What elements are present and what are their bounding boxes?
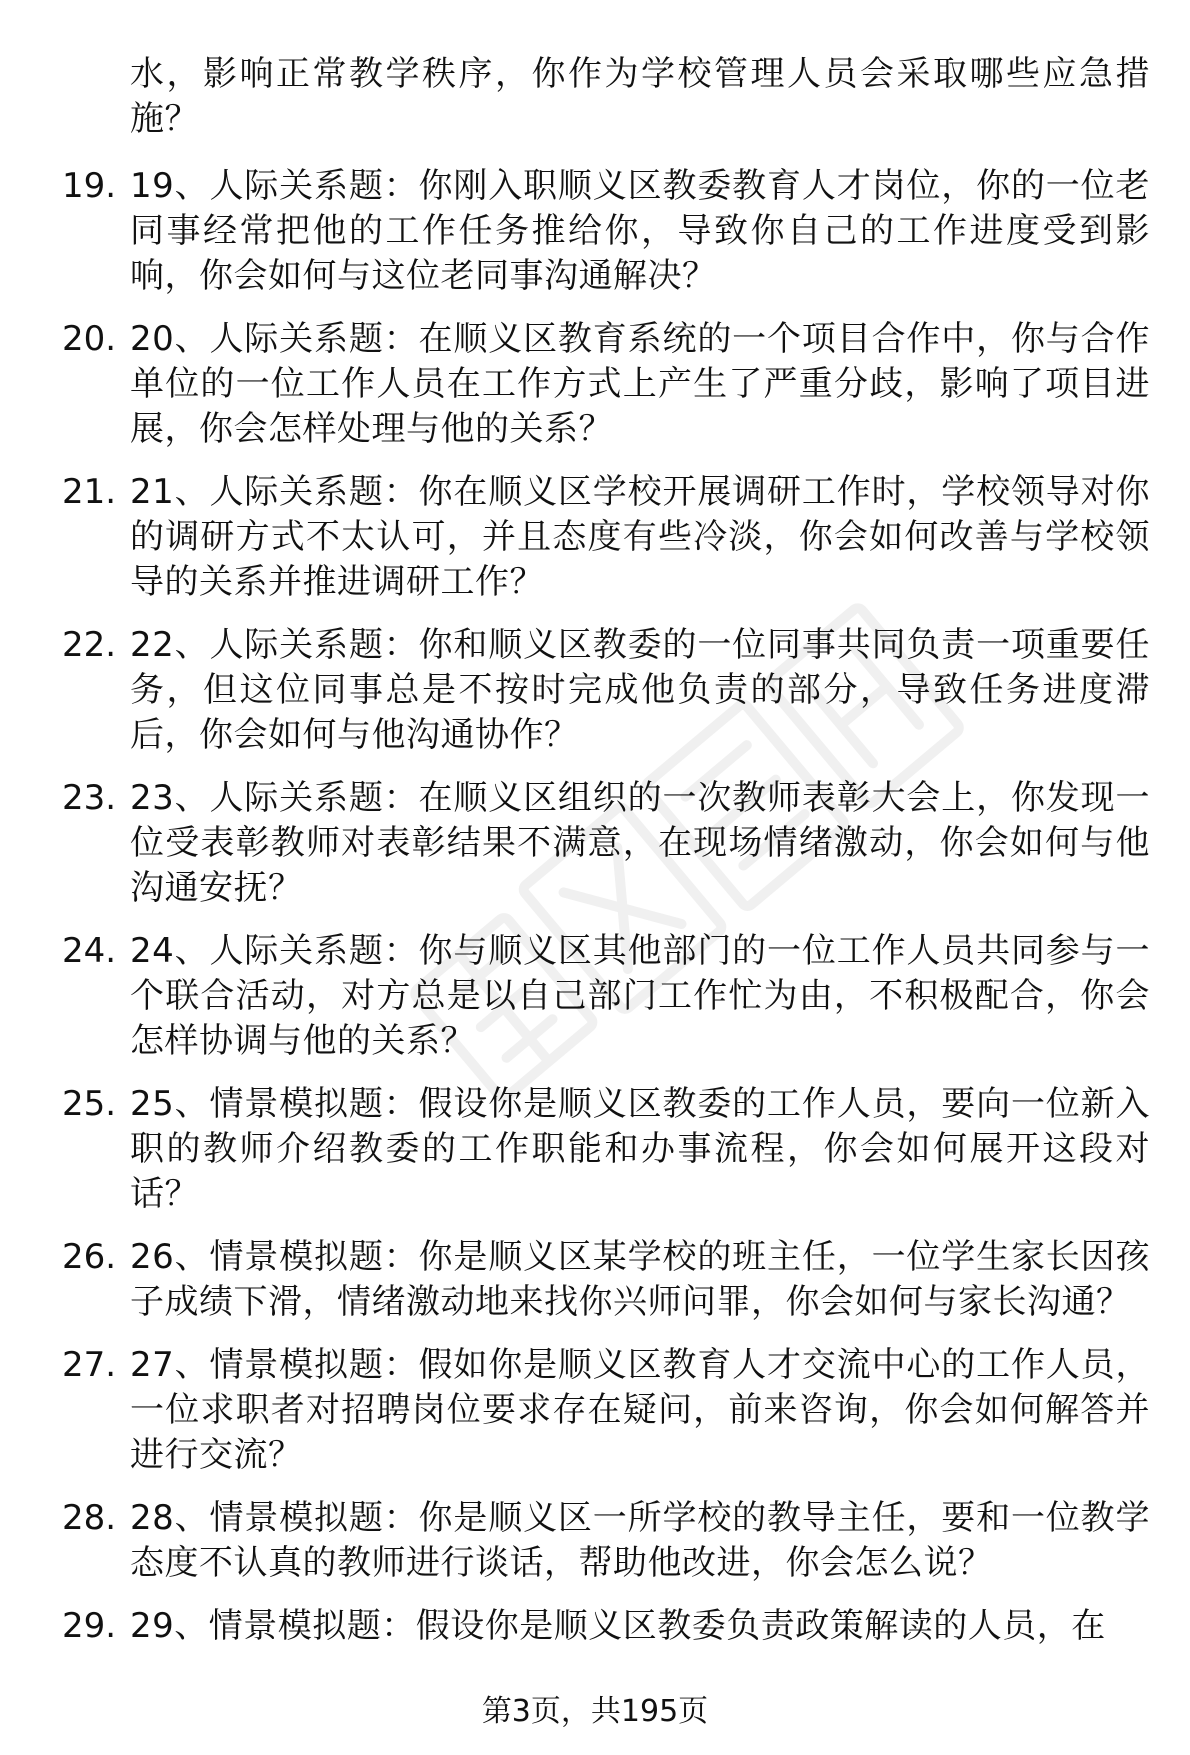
list-item xyxy=(62,623,1152,758)
question-number: 22. xyxy=(62,625,117,665)
page-footer: 第3页，共195页 xyxy=(481,1694,709,1729)
list-item xyxy=(62,1082,1152,1217)
question-text: 26、情景模拟题：你是顺义区某学校的班主任，一位学生家长因孩子成绩下滑，情绪激动地来找你兴师问罪，你会如何与家长沟通？ xyxy=(130,1237,1150,1322)
question-text: 28、情景模拟题：你是顺义区一所学校的教导主任，要和一位教学态度不认真的教师进行谈话，帮助他改进，你会怎么说？ xyxy=(130,1498,1150,1583)
question-number: 29. xyxy=(62,1606,117,1646)
list-item xyxy=(62,317,1152,452)
question-number: 25. xyxy=(62,1084,117,1124)
question-text: 20、人际关系题：在顺义区教育系统的一个项目合作中，你与合作单位的一位工作人员在工作方式上产生了严重分歧，影响了项目进展，你会怎样处理与他的关系？ xyxy=(130,319,1150,449)
continuation-text: 水，影响正常教学秩序，你作为学校管理人员会采取哪些应急措施？ xyxy=(130,54,1150,139)
question-text: 24、人际关系题：你与顺义区其他部门的一位工作人员共同参与一个联合活动，对方总是以自己部门工作忙为由，不积极配合，你会怎样协调与他的关系？ xyxy=(130,931,1150,1061)
question-number: 19. xyxy=(62,166,117,206)
question-text: 19、人际关系题：你刚入职顺义区教委教育人才岗位，你的一位老同事经常把他的工作任务推给你，导致你自己的工作进度受到影响，你会如何与这位老同事沟通解决？ xyxy=(130,166,1150,296)
question-number: 23. xyxy=(62,778,117,818)
question-text: 25、情景模拟题：假设你是顺义区教委的工作人员，要向一位新入职的教师介绍教委的工作职能和办事流程，你会如何展开这段对话？ xyxy=(130,1084,1150,1214)
list-item xyxy=(62,470,1152,605)
question-number: 24. xyxy=(62,931,117,971)
list-item xyxy=(62,1604,1152,1649)
question-number: 20. xyxy=(62,319,117,359)
list-item xyxy=(62,776,1152,911)
list-item xyxy=(62,1235,1152,1325)
question-number: 28. xyxy=(62,1498,117,1538)
question-text: 21、人际关系题：你在顺义区学校开展调研工作时，学校领导对你的调研方式不太认可，并且态度有些冷淡，你会如何改善与学校领导的关系并推进调研工作？ xyxy=(130,472,1150,602)
list-item xyxy=(62,52,1152,142)
list-item xyxy=(62,929,1152,1064)
question-text: 29、情景模拟题：假设你是顺义区教委负责政策解读的人员，在 xyxy=(130,1606,1106,1646)
question-number: 21. xyxy=(62,472,117,512)
question-text: 27、情景模拟题：假如你是顺义区教育人才交流中心的工作人员，一位求职者对招聘岗位要求存在疑问，前来咨询，你会如何解答并进行交流？ xyxy=(130,1345,1150,1475)
question-number: 26. xyxy=(62,1237,117,1277)
list-item xyxy=(62,164,1152,299)
question-list xyxy=(62,52,1152,1667)
list-item xyxy=(62,1343,1152,1478)
question-text: 23、人际关系题：在顺义区组织的一次教师表彰大会上，你发现一位受表彰教师对表彰结果不满意，在现场情绪激动，你会如何与他沟通安抚？ xyxy=(130,778,1150,908)
question-number: 27. xyxy=(62,1345,117,1385)
question-text: 22、人际关系题：你和顺义区教委的一位同事共同负责一项重要任务，但这位同事总是不按时完成他负责的部分，导致任务进度滞后，你会如何与他沟通协作？ xyxy=(130,625,1150,755)
list-item xyxy=(62,1496,1152,1586)
